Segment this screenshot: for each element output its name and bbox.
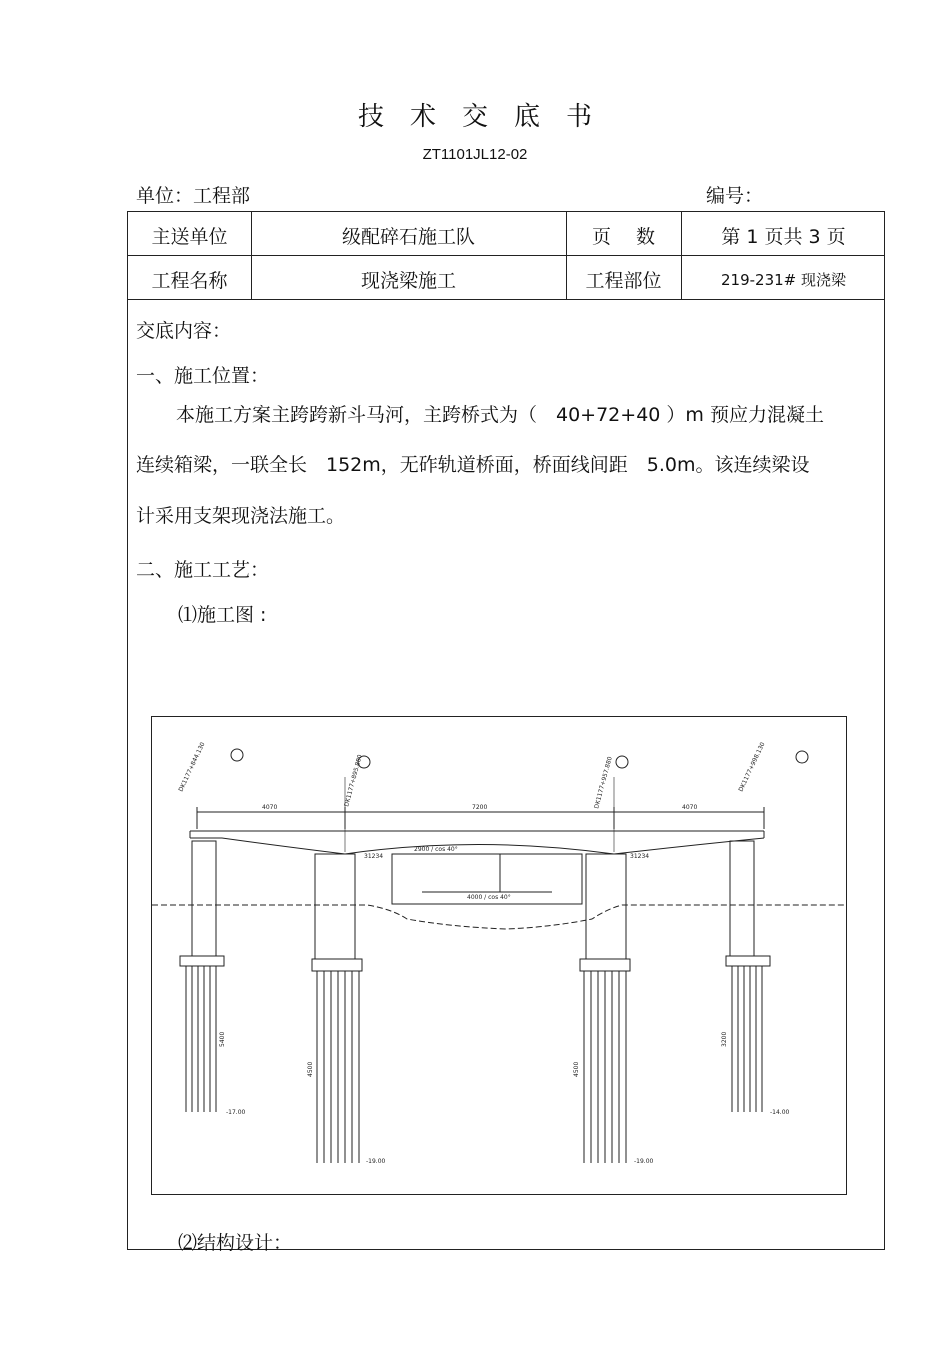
span-mid-label: 7200 — [472, 804, 488, 811]
pier-1-column — [192, 841, 216, 956]
tip-4-label: -14.00 — [770, 1109, 790, 1116]
elev-pier2-label: 31234 — [364, 853, 384, 860]
document-number: ZT1101JL12-02 — [422, 146, 528, 163]
chord-top-label: 2900 / cos 40° — [414, 846, 458, 853]
tip-1-label: -17.00 — [226, 1109, 246, 1116]
station-right-label: DK1177+957.880 — [593, 755, 614, 810]
pier-2-cap — [312, 959, 362, 971]
pile-len-mid-label: 4500 — [307, 1061, 314, 1077]
pier-4-column — [730, 841, 754, 956]
tip-2-label: -19.00 — [366, 1158, 386, 1165]
document-title — [0, 96, 950, 133]
title-char: 底 — [514, 102, 541, 132]
project-location-value: 219-231# 现浇梁 — [720, 271, 846, 289]
elev-pier3-label: 31234 — [630, 853, 650, 860]
axis-bubble — [796, 751, 808, 763]
pier-4-cap — [726, 956, 770, 966]
title-char: 术 — [409, 102, 436, 132]
ground-line — [152, 905, 845, 929]
pile-len-right-label: 3200 — [721, 1031, 728, 1047]
title-char: 书 — [566, 102, 593, 132]
recipient-label: 主送单位 — [151, 226, 228, 248]
pier-3-cap — [580, 959, 630, 971]
tip-3-label: -19.00 — [634, 1158, 654, 1165]
content-heading: 交底内容： — [136, 320, 232, 342]
project-name-label: 工程名称 — [151, 270, 228, 292]
title-char: 交 — [461, 102, 488, 132]
bridge-elevation-svg — [152, 717, 845, 1193]
axis-bubble — [231, 749, 243, 761]
bridge-elevation-drawing — [151, 716, 847, 1195]
page-count-label: 页 数 — [591, 226, 656, 248]
girder-soffit — [190, 838, 764, 854]
pile-len-mid-right-label: 4500 — [573, 1061, 580, 1077]
station-far-left-label: DK1177+844.130 — [177, 741, 207, 793]
section-1-title: 一、施工位置： — [136, 365, 270, 387]
section-1-para-line2: 连续箱梁，一联全长 152m，无砟轨道桥面，桥面线间距 5.0m。该连续梁设 — [136, 454, 810, 476]
subsection-2-title: ⑵结构设计： — [178, 1232, 293, 1254]
section-1-para-line1: 本施工方案主跨跨新斗马河，主跨桥式为（ 40+72+40 ）m 预应力混凝土 — [176, 404, 824, 426]
serial-label: 编号： — [706, 185, 764, 207]
station-far-right-label: DK1177+998.130 — [737, 741, 767, 793]
project-location-label: 工程部位 — [585, 270, 662, 292]
pile-len-left-label: 5400 — [219, 1031, 226, 1047]
project-name-value: 现浇梁施工 — [360, 270, 456, 292]
station-left-label: DK1177+895.880 — [343, 753, 364, 808]
section-1-para-line3: 计采用支架现浇法施工。 — [136, 505, 346, 527]
section-2-title: 二、施工工艺： — [136, 559, 270, 581]
chord-bottom-label: 4000 / cos 40° — [467, 894, 511, 901]
axis-bubble — [616, 756, 628, 768]
recipient-value: 级配碎石施工队 — [341, 226, 475, 248]
pier-3-column — [586, 854, 626, 959]
span-left-label: 4070 — [262, 804, 278, 811]
subsection-1-title: ⑴施工图 : — [178, 604, 267, 626]
span-right-label: 4070 — [682, 804, 698, 811]
title-char: 技 — [357, 102, 384, 132]
pier-1-cap — [180, 956, 224, 966]
unit-label: 单位：工程部 — [136, 185, 251, 207]
page-count-value: 第 1 页共 3 页 — [721, 226, 846, 248]
pier-2-column — [315, 854, 355, 959]
